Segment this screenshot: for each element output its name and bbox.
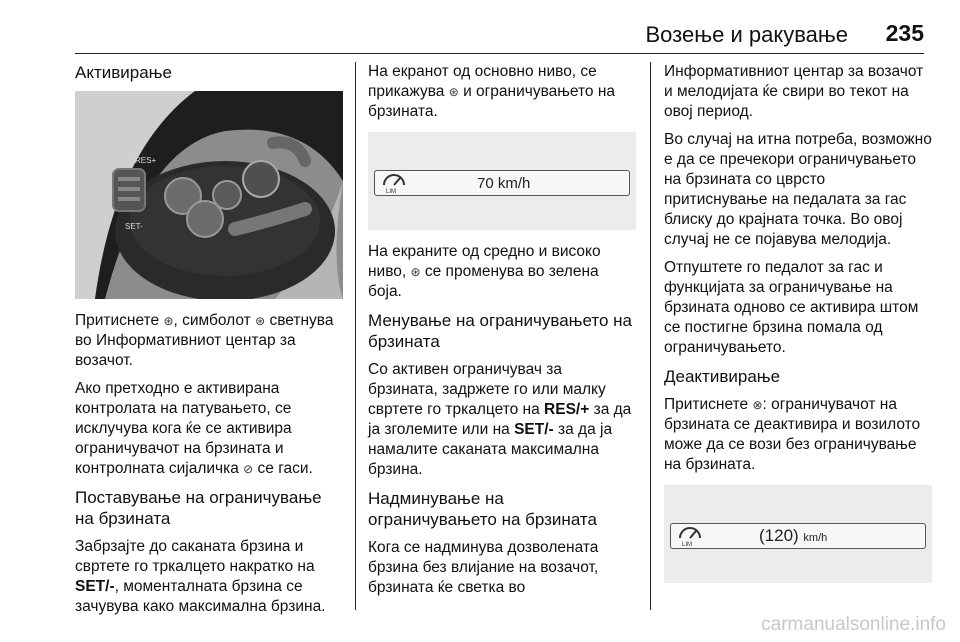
section-heading-activation: Активирање bbox=[75, 63, 172, 82]
speed-limiter-icon: ⊛ bbox=[448, 85, 459, 99]
svg-text:LIM: LIM bbox=[386, 189, 397, 195]
header-title: Возење и ракување bbox=[645, 22, 848, 47]
paragraph: На екраните од средно и високо ниво, ⊛ се променува во зелена боја. bbox=[368, 243, 601, 300]
speed-limiter-icon: ⊛ bbox=[255, 314, 266, 328]
display-illustration-70 bbox=[368, 132, 636, 230]
res-label: RES+ bbox=[135, 156, 157, 165]
column-2 bbox=[368, 62, 636, 606]
paragraph: Притиснете ⊛, симболот ⊛ светнува во Информативниот центар за возачот. bbox=[75, 312, 334, 369]
speed-limiter-off-icon: ⊗ bbox=[752, 398, 763, 412]
steering-wheel-photo bbox=[75, 91, 343, 299]
column-divider bbox=[650, 62, 651, 610]
section-heading-setting: Поставување на ограничување на брзината bbox=[75, 488, 322, 528]
watermark: carmanualsonline.info bbox=[761, 614, 946, 635]
column-divider bbox=[355, 62, 356, 610]
display-illustration-120 bbox=[664, 485, 932, 583]
paragraph: Во случај на итна потреба, возможно е да се пречекори ограничувањето на брзината со цврсто притиснување на педалата за гас блиску до крајната точка. Во овој случај не се појавува мелодија. bbox=[664, 131, 932, 248]
page-header bbox=[0, 0, 960, 56]
paragraph: Ако претходно е активирана контролата на патувањето, се исклучува кога ќе се активира ограничувачот на брзината и контролната сијаличка ⊘ се гаси. bbox=[75, 380, 313, 477]
speed-limiter-icon bbox=[676, 524, 706, 548]
display-box bbox=[670, 523, 926, 549]
paragraph: Притиснете ⊗: ограничувачот на брзината се деактивира и возилото може да се вози без ограничување на брзината. bbox=[664, 396, 921, 473]
display-box bbox=[374, 170, 630, 196]
speed-limiter-icon: ⊛ bbox=[410, 265, 421, 279]
cruise-control-icon: ⊘ bbox=[243, 462, 254, 476]
steering-wheel-illustration bbox=[75, 91, 343, 299]
section-heading-deactivation: Деактивирање bbox=[664, 367, 781, 386]
column-3 bbox=[664, 62, 932, 595]
paragraph: Забрзајте до саканата брзина и свртете го тркалцето накратко на SET/-, моменталната брзина се зачувува како максимална брзина. bbox=[75, 538, 326, 615]
paragraph: Кога се надминува дозволената брзина без влијание на возачот, брзината ќе светка во bbox=[368, 539, 599, 596]
svg-text:LIM: LIM bbox=[682, 542, 693, 548]
set-label: SET- bbox=[125, 222, 143, 231]
page-number: 235 bbox=[885, 20, 924, 46]
speed-limiter-icon bbox=[380, 171, 410, 195]
column-1 bbox=[75, 62, 343, 625]
header-rule bbox=[75, 53, 924, 54]
section-heading-changing: Менување на ограничувањето на брзината bbox=[368, 311, 632, 351]
display-speed: 70 km/h bbox=[477, 175, 531, 192]
paragraph: Со активен ограничувач за брзината, задржете го или малку свртете го тркалцето на RES/+ за да ја зголемите или на SET/- за да ја намалите саканата максимална брзина. bbox=[368, 361, 632, 478]
paragraph: Отпуштете го педалот за гас и функцијата за ограничување на брзината одново се активира штом се постигне брзина помала од ограничувањето. bbox=[664, 259, 919, 356]
paragraph: Информативниот центар за возачот и мелодијата ќе свири во текот на овој период. bbox=[664, 63, 924, 120]
section-heading-exceeding: Надминување на ограничувањето на брзината bbox=[368, 489, 597, 529]
display-speed: (120) km/h bbox=[759, 526, 828, 545]
paragraph: На екранот од основно ниво, се прикажува ⊛ и ограничувањето на брзината. bbox=[368, 63, 616, 120]
speed-limiter-icon: ⊛ bbox=[163, 314, 174, 328]
